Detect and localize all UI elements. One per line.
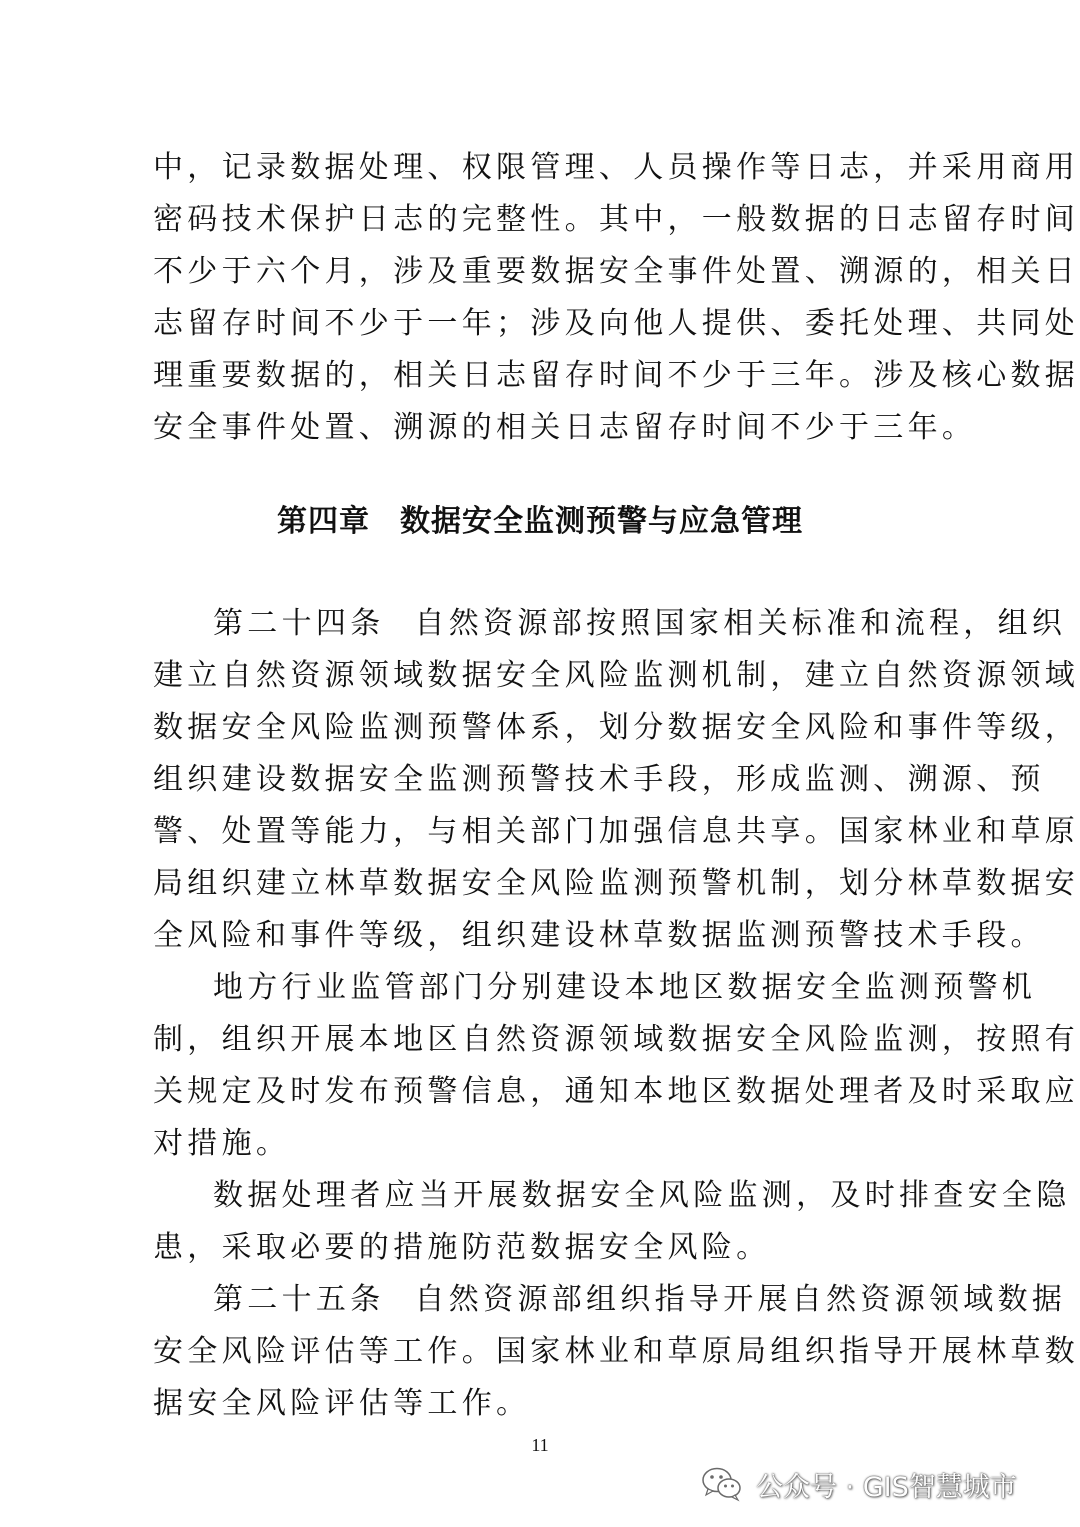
body-line: 据安全风险评估等工作。 [153, 1386, 531, 1421]
body-line: 中，记录数据处理、权限管理、人员操作等日志，并采用商用 [153, 150, 1080, 185]
body-line: 理重要数据的，相关日志留存时间不少于三年。涉及核心数据 [153, 358, 1080, 393]
body-line: 不少于六个月，涉及重要数据安全事件处置、溯源的，相关日 [153, 254, 1080, 289]
body-line: 数据安全风险监测预警体系，划分数据安全风险和事件等级， [153, 710, 1080, 745]
body-line: 制，组织开展本地区自然资源领域数据安全风险监测，按照有 [153, 1022, 1080, 1057]
body-line: 全风险和事件等级，组织建设林草数据监测预警技术手段。 [153, 918, 1045, 953]
body-line: 密码技术保护日志的完整性。其中，一般数据的日志留存时间 [153, 202, 1080, 237]
body-line: 患，采取必要的措施防范数据安全风险。 [153, 1230, 771, 1265]
body-line: 警、处置等能力，与相关部门加强信息共享。国家林业和草原 [153, 814, 1080, 849]
article-text: 自然资源部按照国家相关标准和流程，组织 [414, 606, 1067, 641]
paragraph-first-line: 数据处理者应当开展数据安全风险监测，及时排查安全隐 [213, 1178, 1071, 1213]
body-line: 安全事件处置、溯源的相关日志留存时间不少于三年。 [153, 410, 977, 445]
paragraph-first-line: 地方行业监管部门分别建设本地区数据安全监测预警机 [213, 970, 1037, 1005]
body-line: 关规定及时发布预警信息，通知本地区数据处理者及时采取应 [153, 1074, 1080, 1109]
watermark-text: 公众号 · GIS智慧城市 [756, 1471, 1017, 1503]
chapter-title: 数据安全监测预警与应急管理 [400, 504, 803, 539]
body-line: 局组织建立林草数据安全风险监测预警机制，划分林草数据安 [153, 866, 1080, 901]
body-line: 志留存时间不少于一年；涉及向他人提供、委托处理、共同处 [153, 306, 1080, 341]
body-line: 对措施。 [153, 1126, 291, 1161]
article-24-first-line [213, 605, 1067, 643]
wechat-icon [700, 1464, 744, 1504]
page-number: 11 [531, 1435, 549, 1455]
article-25-first-line [213, 1281, 1067, 1319]
article-text: 自然资源部组织指导开展自然资源领域数据 [414, 1282, 1067, 1317]
article-label: 第二十四条 [213, 606, 385, 641]
body-line: 建立自然资源领域数据安全风险监测机制，建立自然资源领域 [153, 658, 1080, 693]
chapter-heading [0, 502, 1080, 542]
watermark [700, 1462, 1017, 1506]
body-line: 安全风险评估等工作。国家林业和草原局组织指导开展林草数 [153, 1334, 1080, 1369]
article-label: 第二十五条 [213, 1282, 385, 1317]
body-line: 组织建设数据安全监测预警技术手段，形成监测、溯源、预 [153, 762, 1045, 797]
chapter-number: 第四章 [277, 504, 370, 539]
